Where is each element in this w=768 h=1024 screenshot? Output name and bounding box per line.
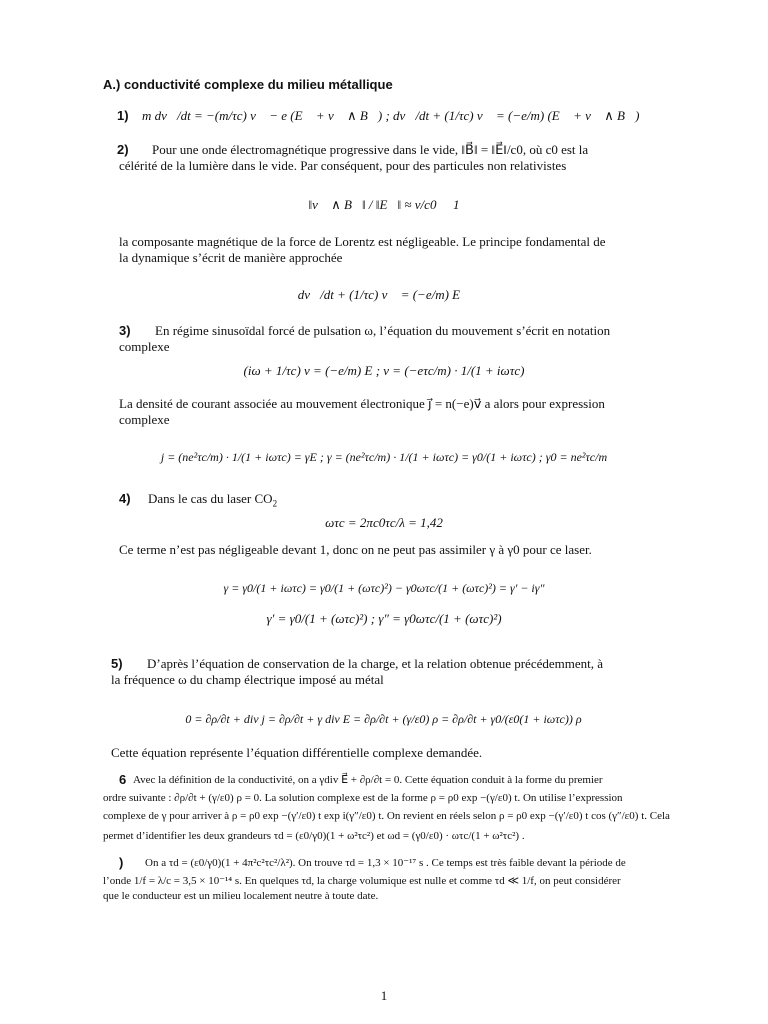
item-number-7: ) xyxy=(119,855,124,870)
item-number-3: 3) xyxy=(119,323,131,338)
paragraph-2a: Pour une onde électromagnétique progressive dans le vide, ‖B⃗‖ = ‖E⃗‖/c0, où c0 est la xyxy=(152,142,589,157)
equation-1: m dv⃗/dt = −(m/τc) v⃗ − e (E⃗ + v⃗ ∧ B⃗) ; dv⃗/dt + (1/τc) v⃗ = (−e/m) (E⃗ + v⃗ ∧ B⃗) xyxy=(142,108,640,123)
paragraph-7a: On a τd = (ε0/γ0)(1 + 4π²c²τc²/λ²). On trouve τd = 1,3 × 10⁻¹⁷ s . Ce temps est très faible devant la période de xyxy=(145,857,626,869)
item-number-1: 1) xyxy=(117,108,129,123)
item-number-4: 4) xyxy=(119,491,131,506)
paragraph-7b: l’onde 1/f = λ/c = 3,5 × 10⁻¹⁴ s. En quelques τd, la charge volumique est nulle et comme τd ≪ 1/f, on peut considérer xyxy=(103,875,621,887)
page-number: 1 xyxy=(380,988,388,1003)
paragraph-4a-subscript: 2 xyxy=(272,498,278,509)
item-number-5: 5) xyxy=(111,656,123,671)
paragraph-3c: La densité de courant associée au mouvement électronique j⃗ = n(−e)v⃗ a alors pour expression xyxy=(119,396,605,411)
equation-2: ‖v⃗ ∧ B⃗‖ / ‖E⃗‖ ≈ v/c0 ≪ 1 xyxy=(308,197,460,212)
equation-5: j = (ne²τc/m) · 1/(1 + iωτc) = γE ; γ = (ne²τc/m) · 1/(1 + iωτc) = γ0/(1 + iωτc) ; γ0 = ne²τc/m xyxy=(160,450,608,464)
paragraph-6d: permet d’identifier les deux grandeurs τd = (ε0/γ0)(1 + ω²τc²) et ωd = (γ0/ε0) · ωτc/(1 + ω²τc²) . xyxy=(103,830,525,842)
paragraph-2c: la composante magnétique de la force de Lorentz est négligeable. Le principe fondamental de xyxy=(119,234,606,249)
paragraph-4b: Ce terme n’est pas négligeable devant 1, donc on ne peut pas assimiler γ à γ0 pour ce laser. xyxy=(119,542,592,557)
paragraph-3b: complexe xyxy=(119,339,170,354)
paragraph-5b: la fréquence ω du champ électrique imposé au métal xyxy=(111,672,384,687)
equation-6: ωτc = 2πc0τc/λ = 1,42 xyxy=(325,515,443,530)
equation-7: γ = γ0/(1 + iωτc) = γ0/(1 + (ωτc)²) − γ0ωτc/(1 + (ωτc)²) = γ′ − iγ″ xyxy=(223,581,545,595)
equation-3: dv⃗/dt + (1/τc) v⃗ = (−e/m) E⃗ xyxy=(297,287,471,302)
equation-4: (iω + 1/τc) v = (−e/m) E ; v = (−eτc/m) · 1/(1 + iωτc) xyxy=(243,363,525,378)
paragraph-5a: D’après l’équation de conservation de la charge, et la relation obtenue précédemment, à xyxy=(147,656,604,671)
equation-8: γ′ = γ0/(1 + (ωτc)²) ; γ″ = γ0ωτc/(1 + (ωτc)²) xyxy=(266,611,502,626)
paragraph-3d: complexe xyxy=(119,412,170,427)
paragraph-5c: Cette équation représente l’équation différentielle complexe demandée. xyxy=(111,745,483,760)
item-number-6: 6 xyxy=(119,772,127,787)
paragraph-2b: célérité de la lumière dans le vide. Par conséquent, pour des particules non relativistes xyxy=(119,158,567,173)
paragraph-6b: ordre suivante : ∂ρ/∂t + (γ/ε0) ρ = 0. La solution complexe est de la forme ρ = ρ0 exp −(γ/ε0) t. On utilise l’expression xyxy=(103,792,623,804)
paragraph-4a-text: Dans le cas du laser CO xyxy=(148,491,273,506)
paragraph-6c: complexe de γ pour arriver à ρ = ρ0 exp −(γ′/ε0) t exp i(γ″/ε0) t. On revient en réels selon ρ = ρ0 exp −(γ′/ε0) t cos (γ″/ε0) t. Cela xyxy=(103,810,670,822)
paragraph-3a: En régime sinusoïdal forcé de pulsation ω, l’équation du mouvement s’écrit en notation xyxy=(155,323,611,338)
paragraph-7c: que le conducteur est un milieu localement neutre à toute date. xyxy=(103,890,379,902)
section-heading: A.) conductivité complexe du milieu métallique xyxy=(103,77,393,92)
equation-9: 0 = ∂ρ/∂t + div j = ∂ρ/∂t + γ div E = ∂ρ/∂t + (γ/ε0) ρ = ∂ρ/∂t + γ0/(ε0(1 + iωτc)) ρ xyxy=(185,712,582,726)
item-number-2: 2) xyxy=(117,142,129,157)
paragraph-6a: Avec la définition de la conductivité, on a γdiv E⃗ + ∂ρ/∂t = 0. Cette équation conduit à la forme du premier xyxy=(133,774,603,786)
paragraph-4a xyxy=(148,491,277,507)
paragraph-2d: la dynamique s’écrit de manière approchée xyxy=(119,250,343,265)
